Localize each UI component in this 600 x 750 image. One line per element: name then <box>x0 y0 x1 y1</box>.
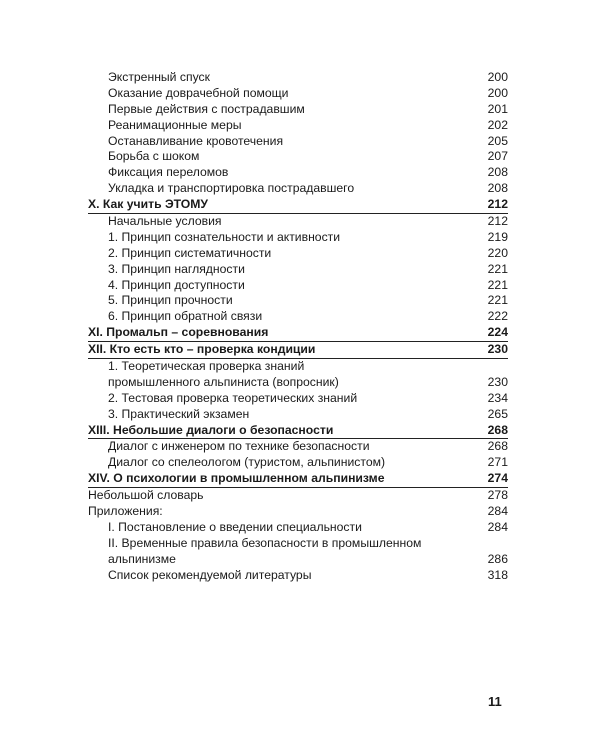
toc-entry-page: 278 <box>487 488 508 503</box>
toc-entry-title: XIII. Небольшие диалоги о безопасности <box>88 422 334 437</box>
toc-entry-row <box>88 230 508 246</box>
toc-entry-page: 212 <box>487 214 508 229</box>
toc-entry-title: 3. Практический экзамен <box>108 406 250 421</box>
toc-entry-title: Приложения: <box>88 504 163 519</box>
toc-entry-title: XI. Промальп – соревнования <box>88 325 269 340</box>
toc-entry-row <box>88 504 508 520</box>
toc-entry-row <box>88 102 508 118</box>
toc-entry-row <box>88 86 508 102</box>
toc-chapter-row <box>88 197 508 214</box>
toc-entry-title: X. Как учить ЭТОМУ <box>88 197 208 212</box>
toc-entry-row <box>88 293 508 309</box>
toc-entry-page: 200 <box>487 70 508 84</box>
toc-entry-title: Экстренный спуск <box>108 70 210 84</box>
toc-entry-row <box>88 375 508 391</box>
toc-entry-page: 268 <box>487 439 508 454</box>
toc-entry-title: 1. Теоретическая проверка знаний <box>108 359 305 374</box>
toc-entry-title: Первые действия с пострадавшим <box>108 101 305 116</box>
toc-entry-title: I. Постановление о введении специальности <box>108 519 362 534</box>
toc-entry-title: Начальные условия <box>108 214 222 229</box>
toc-entry-title: XIV. О психологии в промышленном альпинизме <box>88 471 385 486</box>
toc-entry-page: 205 <box>487 133 508 148</box>
toc-entry-page: 271 <box>487 455 508 470</box>
toc-entry-page: 234 <box>487 390 508 405</box>
toc-entry-row <box>88 165 508 181</box>
toc-entry-title: альпинизме <box>108 551 176 566</box>
toc-entry-row <box>88 246 508 262</box>
toc-entry-page: 201 <box>487 101 508 116</box>
toc-entry-title: Борьба с шоком <box>108 149 200 164</box>
toc-entry-page: 230 <box>487 342 508 357</box>
toc-entry-page: 274 <box>487 471 508 486</box>
toc-entry-title: 3. Принцип наглядности <box>108 261 245 276</box>
toc-entry-title: Диалог с инженером по технике безопасности <box>108 439 370 454</box>
toc-chapter-row <box>88 423 508 440</box>
toc-entry-page: 265 <box>487 406 508 421</box>
toc-entry-title: Небольшой словарь <box>88 488 204 503</box>
toc-entry-row <box>88 552 508 568</box>
toc-entry-row <box>88 70 508 86</box>
toc-entry-page: 208 <box>487 165 508 180</box>
toc-entry-page: 224 <box>487 325 508 340</box>
table-of-contents <box>88 70 508 584</box>
toc-entry-row <box>88 520 508 536</box>
toc-entry-page: 219 <box>487 229 508 244</box>
toc-entry-row <box>88 488 508 504</box>
toc-entry-page: 222 <box>487 309 508 324</box>
toc-entry-row <box>88 455 508 471</box>
toc-entry-page: 221 <box>487 277 508 292</box>
toc-entry-page: 221 <box>487 261 508 276</box>
toc-entry-page: 284 <box>487 504 508 519</box>
toc-entry-row <box>88 262 508 278</box>
toc-entry-page: 212 <box>487 197 508 212</box>
toc-entry-row <box>88 439 508 455</box>
toc-entry-row <box>88 149 508 165</box>
toc-entry-title: Фиксация переломов <box>108 165 229 180</box>
toc-entry-page: 286 <box>487 551 508 566</box>
toc-entry-page: 284 <box>487 519 508 534</box>
toc-entry-title: II. Временные правила безопасности в промышленном <box>108 535 422 550</box>
toc-entry-page: 268 <box>487 422 508 437</box>
toc-entry-title: 5. Принцип прочности <box>108 293 233 308</box>
toc-entry-row <box>88 359 508 375</box>
toc-entry-row <box>88 391 508 407</box>
toc-entry-page: 318 <box>487 567 508 582</box>
toc-entry-row <box>88 181 508 197</box>
toc-entry-title: Реанимационные меры <box>108 117 242 132</box>
toc-entry-row <box>88 278 508 294</box>
toc-entry-row <box>88 536 508 552</box>
toc-chapter-row <box>88 325 508 342</box>
toc-entry-row <box>88 309 508 325</box>
toc-entry-page: 220 <box>487 245 508 260</box>
toc-entry-title: Список рекомендуемой литературы <box>108 567 312 582</box>
toc-entry-title: Диалог со спелеологом (туристом, альпинистом) <box>108 455 386 470</box>
toc-entry-page: 208 <box>487 181 508 196</box>
toc-entry-page: 202 <box>487 117 508 132</box>
toc-chapter-row <box>88 342 508 359</box>
toc-entry-row <box>88 214 508 230</box>
toc-entry-page: 207 <box>487 149 508 164</box>
page-number: 11 <box>488 694 502 709</box>
toc-entry-page: 230 <box>487 374 508 389</box>
toc-entry-title: XII. Кто есть кто – проверка кондиции <box>88 342 316 357</box>
toc-entry-title: промышленного альпиниста (вопросник) <box>108 374 339 389</box>
toc-entry-page: 221 <box>487 293 508 308</box>
toc-entry-row <box>88 568 508 584</box>
toc-chapter-row <box>88 471 508 488</box>
toc-entry-title: Останавливание кровотечения <box>108 133 284 148</box>
toc-entry-title: 1. Принцип сознательности и активности <box>108 229 341 244</box>
toc-entry-title: 2. Тестовая проверка теоретических знаний <box>108 390 358 405</box>
toc-entry-page: 200 <box>487 85 508 100</box>
toc-entry-row <box>88 118 508 134</box>
toc-entry-row <box>88 134 508 150</box>
toc-entry-title: Оказание доврачебной помощи <box>108 85 289 100</box>
toc-entry-row <box>88 407 508 423</box>
toc-entry-title: 6. Принцип обратной связи <box>108 309 263 324</box>
toc-entry-title: 4. Принцип доступности <box>108 277 245 292</box>
toc-entry-title: 2. Принцип систематичности <box>108 245 272 260</box>
toc-entry-title: Укладка и транспортировка пострадавшего <box>108 181 355 196</box>
